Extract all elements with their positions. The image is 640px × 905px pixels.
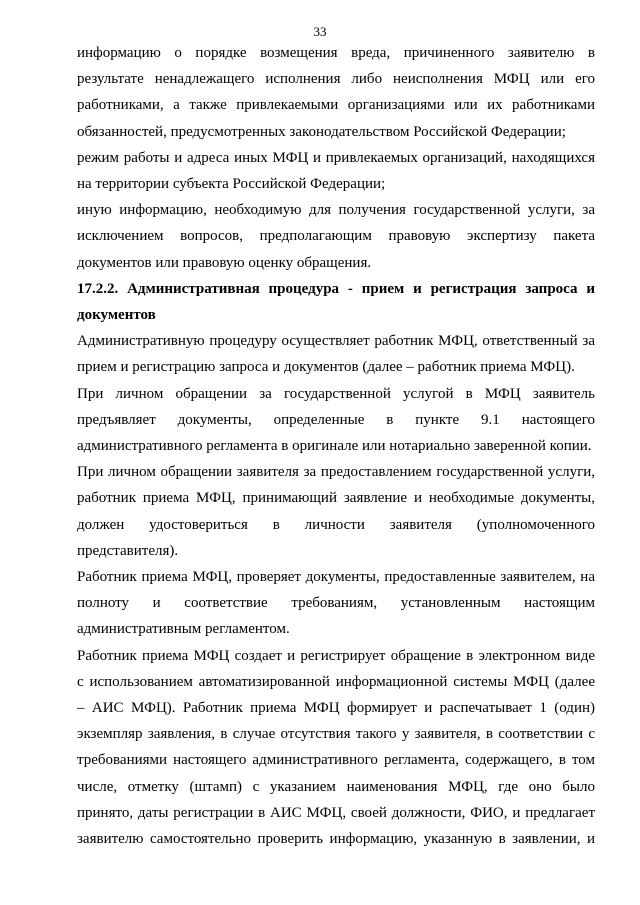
- text-line: Административную процедуру осуществляет работник МФЦ, ответственный за: [77, 333, 595, 350]
- text-line: экземпляр заявления, в случае отсутствия такого у заявителя, в соответствии с: [77, 726, 595, 743]
- text-line: работниками, а также привлекаемыми организациями или их работниками: [77, 97, 595, 114]
- text-line: исключением вопросов, предполагающим правовую экспертизу пакета: [77, 228, 595, 245]
- text-line: информацию о порядке возмещения вреда, причиненного заявителю в: [77, 45, 595, 61]
- text-line: требованиями настоящего административного регламента, содержащего, в том: [77, 752, 595, 769]
- document-body: [77, 40, 595, 852]
- section-heading-line: 17.2.2. Административная процедура - прием и регистрация запроса и: [77, 280, 595, 297]
- text-line: с использованием автоматизированной информационной системы МФЦ (далее: [77, 673, 595, 690]
- text-line: Работник приема МФЦ создает и регистрирует обращение в электронном виде: [77, 647, 595, 664]
- text-line: заявителю самостоятельно проверить информацию, указанную в заявлении, и: [77, 831, 595, 848]
- text-line: полноту и соответствие требованиям, установленным настоящим: [77, 595, 595, 612]
- text-line: представителя).: [77, 542, 179, 559]
- text-line: работник приема МФЦ, принимающий заявление и необходимые документы,: [77, 490, 595, 507]
- text-line: административным регламентом.: [77, 621, 290, 638]
- text-line: на территории субъекта Российской Федерации;: [77, 176, 386, 193]
- text-line: При личном обращении заявителя за предоставлением государственной услуги,: [77, 464, 595, 481]
- text-line: числе, отметку (штамп) с указанием наименования МФЦ, где оно было: [77, 778, 595, 795]
- text-line: результате ненадлежащего исполнения либо неисполнения МФЦ или его: [77, 71, 595, 88]
- text-line: обязанностей, предусмотренных законодательством Российской Федерации;: [77, 123, 566, 140]
- text-line: документов или правовую оценку обращения.: [77, 254, 372, 271]
- text-line: иную информацию, необходимую для получения государственной услуги, за: [77, 202, 595, 219]
- text-line: должен удостовериться в личности заявителя (уполномоченного: [77, 516, 595, 533]
- text-line: Работник приема МФЦ, проверяет документы, предоставленные заявителем, на: [77, 569, 595, 586]
- section-heading-line: документов: [77, 307, 156, 324]
- text-line: административного регламента в оригинале или нотариально заверенной копии.: [77, 438, 592, 455]
- text-line: прием и регистрацию запроса и документов (далее – работник приема МФЦ).: [77, 359, 575, 376]
- page-number: 33: [313, 24, 327, 39]
- text-line: При личном обращении за государственной услугой в МФЦ заявитель: [77, 385, 595, 402]
- text-line: предъявляет документы, определенные в пункте 9.1 настоящего: [77, 411, 595, 428]
- text-line: режим работы и адреса иных МФЦ и привлекаемых организаций, находящихся: [77, 149, 595, 166]
- text-line: принято, даты регистрации в АИС МФЦ, своей должности, ФИО, и предлагает: [77, 804, 595, 821]
- text-line: – АИС МФЦ). Работник приема МФЦ формирует и распечатывает 1 (один): [77, 700, 595, 717]
